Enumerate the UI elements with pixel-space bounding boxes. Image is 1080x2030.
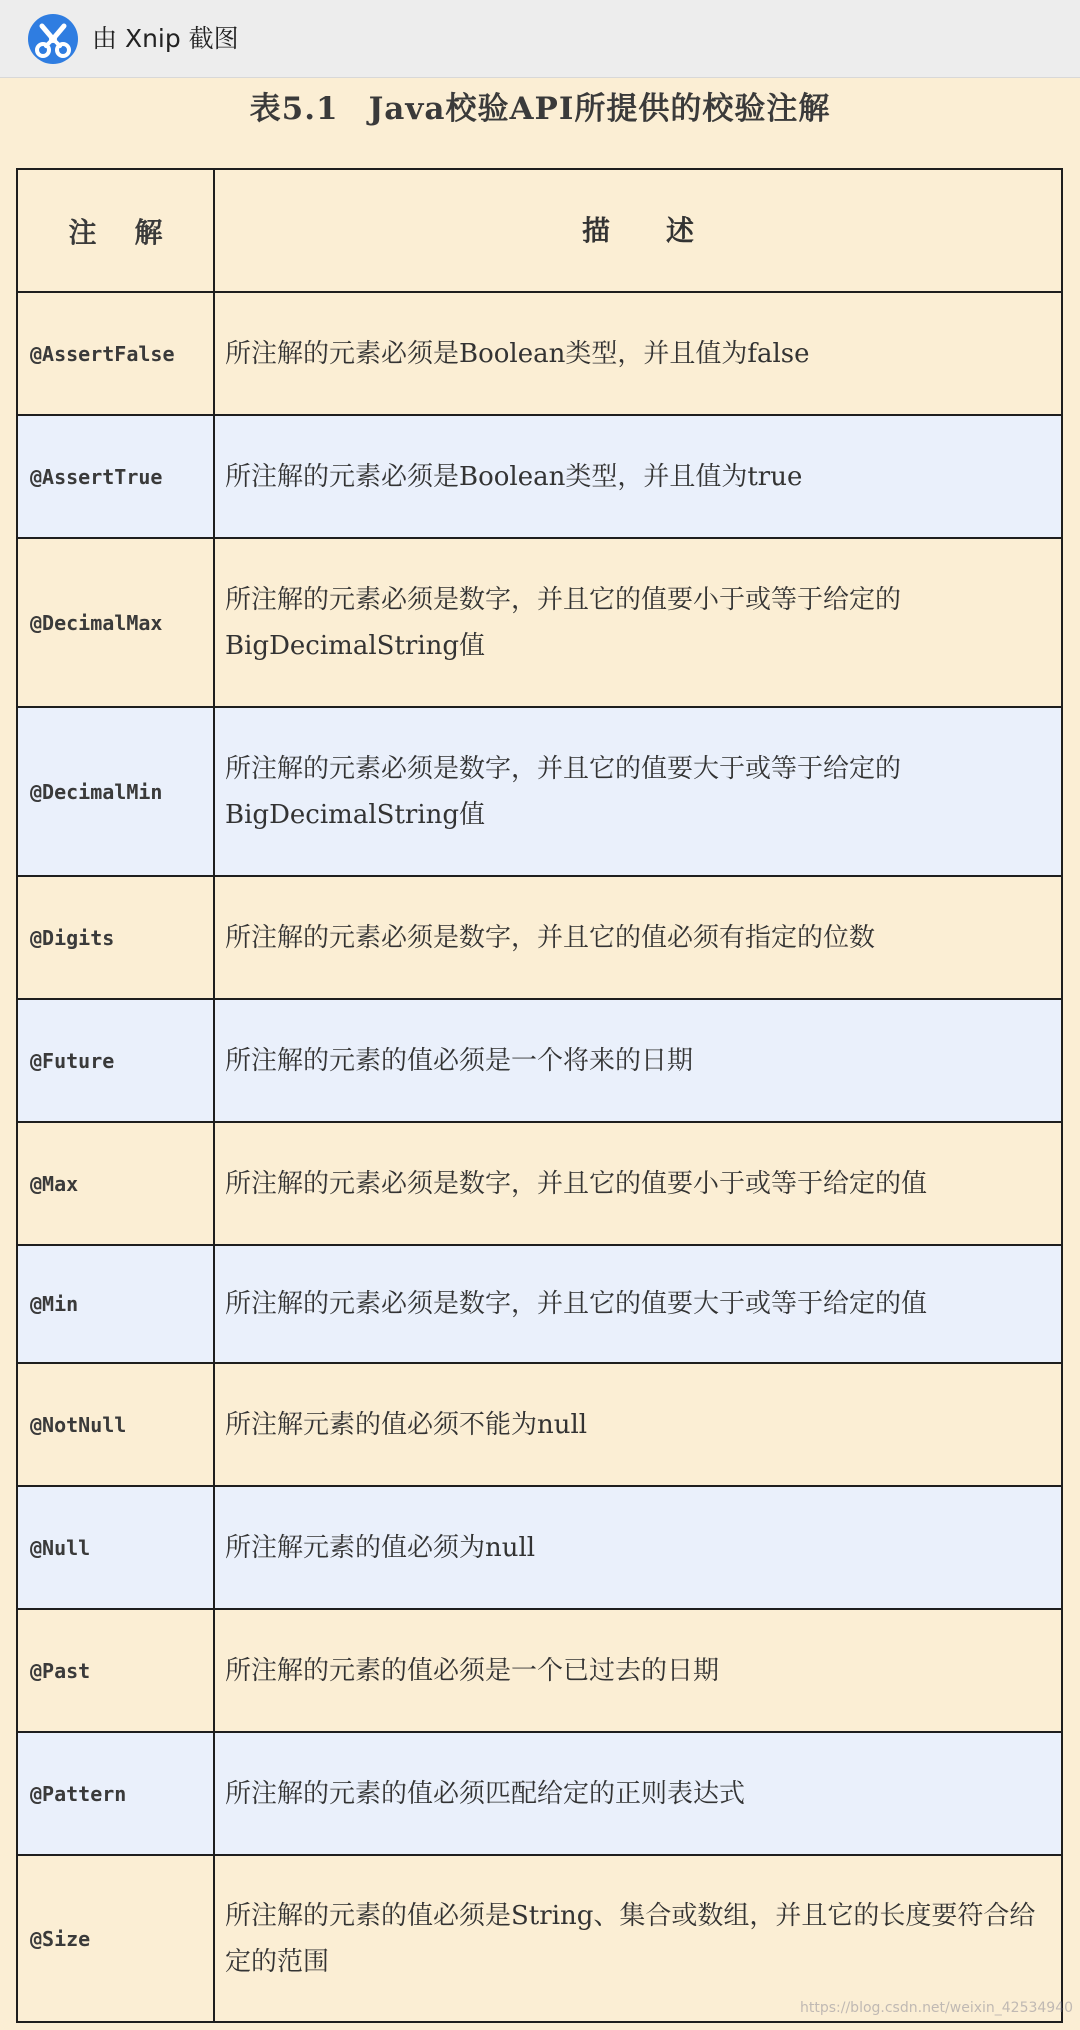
- description-cell: 所注解元素的值必须不能为null: [225, 1409, 588, 1440]
- xnip-scissors-icon: [28, 14, 78, 64]
- screenshot-toolbar: [0, 0, 1080, 78]
- description-cell: 所注解的元素必须是数字，并且它的值要大于或等于给定的值: [225, 1289, 928, 1319]
- annotation-cell: @AssertFalse: [18, 293, 215, 414]
- table-row: [18, 877, 1061, 1000]
- toolbar-title: 由 Xnip 截图: [92, 24, 239, 53]
- table-row: [18, 1123, 1061, 1246]
- description-cell: 所注解的元素必须是数字，并且它的值要小于或等于给定的值: [225, 1168, 928, 1199]
- table-number: 表5.1: [249, 91, 339, 127]
- description-cell: 所注解的元素的值必须是一个将来的日期: [225, 1045, 694, 1076]
- description-cell: 所注解的元素必须是Boolean类型，并且值为true: [225, 461, 803, 492]
- table-row: [18, 293, 1061, 416]
- annotation-cell: @DecimalMin: [18, 708, 215, 875]
- table-row: [18, 416, 1061, 539]
- watermark: https://blog.csdn.net/weixin_42534940: [800, 2000, 1074, 2016]
- header-annotation: 注解: [18, 170, 215, 291]
- table-row: [18, 539, 1061, 708]
- description-cell: 所注解的元素必须是数字，并且它的值要小于或等于给定的BigDecimalString值: [225, 584, 902, 661]
- annotation-cell: @Null: [18, 1487, 215, 1608]
- description-cell: 所注解的元素必须是Boolean类型，并且值为false: [225, 338, 810, 369]
- annotation-cell: @NotNull: [18, 1364, 215, 1485]
- table-row: [18, 1000, 1061, 1123]
- table-row: [18, 708, 1061, 877]
- annotation-cell: @AssertTrue: [18, 416, 215, 537]
- description-cell: 所注解的元素必须是数字，并且它的值必须有指定的位数: [225, 922, 876, 953]
- annotation-cell: @Digits: [18, 877, 215, 998]
- table-row: [18, 1487, 1061, 1610]
- description-cell: 所注解的元素必须是数字，并且它的值要大于或等于给定的BigDecimalString值: [225, 753, 902, 830]
- annotation-cell: @Pattern: [18, 1733, 215, 1854]
- annotation-cell: @DecimalMax: [18, 539, 215, 706]
- table-row: [18, 1856, 1061, 2021]
- table-header-row: [18, 170, 1061, 293]
- table-row: [18, 1364, 1061, 1487]
- annotation-cell: @Past: [18, 1610, 215, 1731]
- description-cell: 所注解元素的值必须为null: [225, 1532, 536, 1563]
- annotation-cell: @Size: [18, 1856, 215, 2021]
- table-row: [18, 1733, 1061, 1856]
- table-row: [18, 1246, 1061, 1364]
- table-caption: [0, 86, 1080, 132]
- annotation-cell: @Min: [18, 1246, 215, 1362]
- table-row: [18, 1610, 1061, 1733]
- description-cell: 所注解的元素的值必须是String、集合或数组，并且它的长度要符合给定的范围: [225, 1900, 1036, 1977]
- table-title: Java校验API所提供的校验注解: [368, 91, 831, 127]
- annotation-cell: @Future: [18, 1000, 215, 1121]
- annotation-cell: @Max: [18, 1123, 215, 1244]
- description-cell: 所注解的元素的值必须是一个已过去的日期: [225, 1655, 720, 1686]
- annotation-table: [16, 168, 1063, 2023]
- header-description: 描述: [581, 213, 750, 247]
- description-cell: 所注解的元素的值必须匹配给定的正则表达式: [225, 1778, 746, 1809]
